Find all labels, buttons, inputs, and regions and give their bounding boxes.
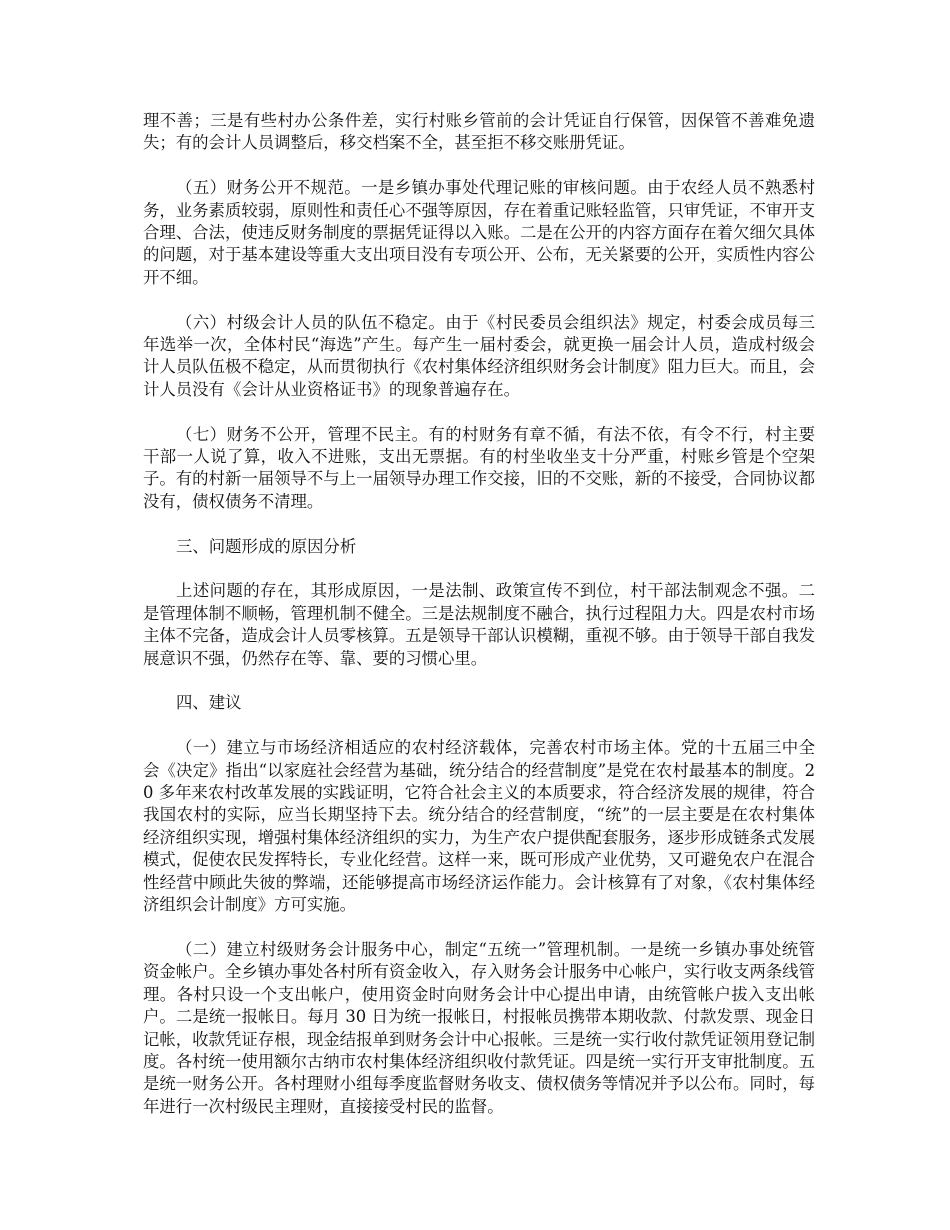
document-page bbox=[143, 110, 815, 1118]
paragraph-continuation: 理不善；三是有些村办公条件差，实行村账乡管前的会计凭证自行保管，因保管不善难免遗失；有的会计人员调整后，移交档案不全，甚至拒不移交账册凭证。 bbox=[143, 111, 815, 153]
paragraph-item-7: （七）财务不公开，管理不民主。有的村财务有章不循，有法不依，有令不行，村主要干部一人说了算，收入不进账，支出无票据。有的村坐收坐支十分严重，村账乡管是个空架子。有的村新一届领导不与上一届领导办理工作交接，旧的不交账，新的不接受，合同协议都没有，债权债务不清理。 bbox=[143, 424, 816, 511]
paragraph-suggestion-2: （二）建立村级财务会计服务中心，制定“五统一”管理机制。一是统一乡镇办事处统管资金帐户。全乡镇办事处各村所有资金收入，存入财务会计服务中心帐户，实行收支两条线管理。各村只设一个支出帐户，使用资金时向财务会计中心提出申请，由统管帐户拔入支出帐户。二是统一报帐日。每月 30 日为统一报帐日，村报帐员携带本期收款、付款发票、现金日记帐，收款凭证存根，现金结报单到财务会计中心报帐。三是统一实行收付款凭证领用登记制度。各村统一使用额尔古纳市农村集体经济组织收付款凭证。四是统一实行开支审批制度。五是统一财务公开。各村理财小组每季度监督财务收支、债权债务等情况并予以公布。同时，每年进行一次村级民主理财，直接接受村民的监督。 bbox=[143, 939, 816, 1116]
paragraph-causes: 上述问题的存在，其形成原因，一是法制、政策宣传不到位，村干部法制观念不强。二是管理体制不顺畅，管理机制不健全。三是法规制度不融合，执行过程阻力大。四是农村市场主体不完备，造成会计人员零核算。五是领导干部认识模糊，重视不够。由于领导干部自我发展意识不强，仍然存在等、靠、要的习惯心里。 bbox=[143, 581, 816, 668]
paragraph-item-5: （五）财务公开不规范。一是乡镇办事处代理记账的审核问题。由于农经人员不熟悉村务，业务素质较弱，原则性和责任心不强等原因，存在着重记账轻监管，只审凭证，不审开支合理、合法，使违反财务制度的票据凭证得以入账。二是在公开的内容方面存在着欠细欠具体的问题，对于基本建设等重大支出项目没有专项公开、公布，无关紧要的公开，实质性内容公开不细。 bbox=[143, 178, 816, 287]
section-heading-causes: 三、问题形成的原因分析 bbox=[176, 536, 357, 556]
paragraph-suggestion-1: （一）建立与市场经济相适应的农村经济载体，完善农村市场主体。党的十五届三中全会《决定》指出“以家庭社会经营为基础，统分结合的经营制度”是党在农村最基本的制度。20 多年来农村改革发展的实践证明，它符合社会主义的本质要求，符合经济发展的规律，符合我国农村的实际，应当长期坚持下去。统分结合的经营制度，“统”的一层主要是在农村集体经济组织实现，增强村集体经济组织的实力，为生产农户提供配套服务，逐步形成链条式发展模式，促使农民发挥特长，专业化经营。这样一来，既可形成产业优势，又可避免农户在混合性经营中顾此失彼的弊端，还能够提高市场经济运作能力。会计核算有了对象，《农村集体经济组织会计制度》方可实施。 bbox=[143, 738, 816, 915]
section-heading-suggestions: 四、建议 bbox=[176, 693, 242, 713]
paragraph-item-6: （六）村级会计人员的队伍不稳定。由于《村民委员会组织法》规定，村委会成员每三年选举一次，全体村民“海选”产生。每产生一届村委会，就更换一届会计人员，造成村级会计人员队伍极不稳定，从而贯彻执行《农村集体经济组织财务会计制度》阻力巨大。而且，会计人员没有《会计从业资格证书》的现象普遍存在。 bbox=[143, 312, 816, 399]
